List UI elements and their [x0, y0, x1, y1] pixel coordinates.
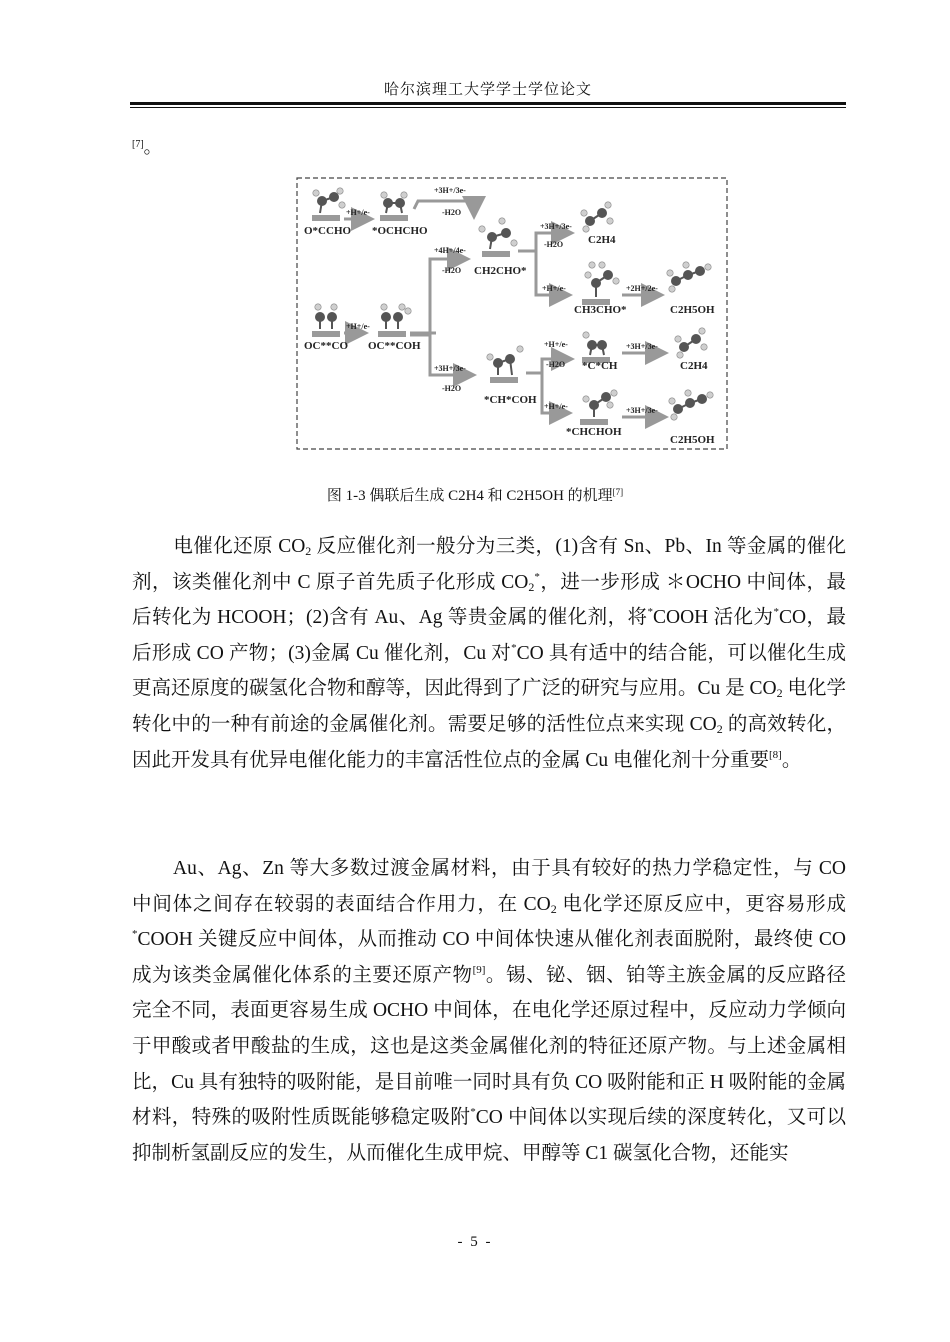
step-label: +H+/e-	[544, 402, 568, 411]
figure-caption: 图 1-3 偶联后生成 C2H4 和 C2H5OH 的机理[7]	[326, 487, 624, 504]
continuation-punct: 。	[143, 137, 162, 157]
step-label: -H2O	[442, 266, 462, 275]
page-number: - 5 -	[457, 1234, 493, 1250]
species-label: *C*CH	[582, 360, 618, 372]
step-label: +H+/e-	[544, 340, 568, 349]
step-label: +H+/e-	[346, 322, 370, 331]
header-rule	[130, 102, 846, 105]
molecule-icon	[667, 262, 711, 292]
species-label: *CHCHOH	[566, 426, 622, 438]
species-label: OC**CO	[304, 340, 348, 352]
molecule-icon	[378, 304, 411, 337]
species-label: CH3CHO*	[574, 304, 627, 316]
molecule-icon	[312, 188, 345, 221]
header-rule-thin	[130, 107, 846, 108]
step-label: -H2O	[544, 240, 564, 249]
molecule-icon	[312, 304, 340, 337]
citation-ref: [9]	[472, 963, 486, 976]
molecule-icon	[581, 202, 613, 232]
species-label: C2H5OH	[670, 434, 715, 446]
step-label: +4H+/4e-	[434, 246, 466, 255]
molecule-icon	[582, 332, 610, 363]
step-label: +3H+/3e-	[626, 342, 658, 351]
body-paragraph: 电催化还原 $CO_2$ 反应催化剂一般分为三类，(1)含有 Sn、Pb、In 等金属的催化剂，该类催化剂中 C 原子首先质子化形成 $CO_2^*$，进一步形成 ＊OCHO 中间体，最后转化为 HCOOH；(2)含有 Au、Ag 等贵金属的催化剂，将*COOH 活化为*CO，最后形成 CO 产物；(3)金属 Cu 催化剂，Cu 对*CO 具有适中的结合能，可以催化生成更高还原度的碳氢化合物和醇等，因此得到了广泛的研究与应用。Cu 是 $CO_2$ 电化学转化中的一种有前途的金属催化剂。需要足够的活性位点来实现 $CO_2$ 的高效转化，因此开发具有优异电催化能力的丰富活性位点的金属 Cu 电催化剂十分重要[8]。	[132, 536, 847, 771]
molecule-icon	[675, 328, 707, 358]
species-label: OC**COH	[368, 340, 421, 352]
molecule-icon	[669, 390, 713, 420]
continuation-line	[132, 133, 162, 159]
species-label: *OCHCHO	[372, 225, 428, 237]
step-label: +3H+/3e-	[540, 222, 572, 231]
molecule-icon	[479, 218, 517, 257]
species-label: O*CCHO	[304, 225, 352, 237]
citation-ref: [7]	[612, 487, 624, 497]
step-label: +3H+/3e-	[626, 406, 658, 415]
step-label: +3H+/3e-	[434, 186, 466, 195]
species-label: C2H4	[588, 234, 616, 246]
molecule-icon	[580, 390, 617, 425]
species-label: CH2CHO*	[474, 265, 527, 277]
body-paragraph: Au、Ag、Zn 等大多数过渡金属材料，由于具有较好的热力学稳定性，与 CO 中间体之间存在较弱的表面结合作用力，在 $CO_2$ 电化学还原反应中，更容易形成*COOH 关键反应中间体，从而推动 CO 中间体快速从催化剂表面脱附，最终使 CO 成为该类金属催化体系的主要还原产物[9]。锡、铋、铟、铂等主族金属的反应路径完全不同，表面更容易生成 OCHO 中间体，在电化学还原过程中，反应动力学倾向于甲酸或者甲酸盐的生成，这也是这类金属催化剂的特征还原产物。与上述金属相比，Cu 具有独特的吸附能，是目前唯一同时具有负 CO 吸附能和正 H 吸附能的金属材料，特殊的吸附性质既能够稳定吸附*CO 中间体以实现后续的深度转化，又可以抑制析氢副反应的发生，从而催化生成甲烷、甲醇等 C1 碳氢化合物，还能实	[132, 858, 846, 1164]
step-label: -H2O	[546, 360, 566, 369]
step-label: +H+/e-	[542, 284, 566, 293]
species-label: C2H4	[680, 360, 708, 372]
step-label: -H2O	[442, 384, 462, 393]
step-label: +2H+/2e-	[626, 284, 658, 293]
citation-ref: [8]	[769, 748, 782, 761]
mechanism-figure	[296, 177, 728, 450]
citation-ref: [7]	[132, 139, 144, 150]
molecule-icon	[582, 262, 619, 305]
species-label: *CH*COH	[484, 394, 537, 406]
molecule-icon	[380, 192, 408, 221]
step-label: +3H+/3e-	[434, 364, 466, 373]
molecule-icon	[487, 346, 523, 383]
page-header: 哈尔滨理工大学学士学位论文	[383, 82, 592, 98]
step-label: -H2O	[442, 208, 462, 217]
species-label: C2H5OH	[670, 304, 715, 316]
step-label: +H+/e-	[346, 208, 370, 217]
